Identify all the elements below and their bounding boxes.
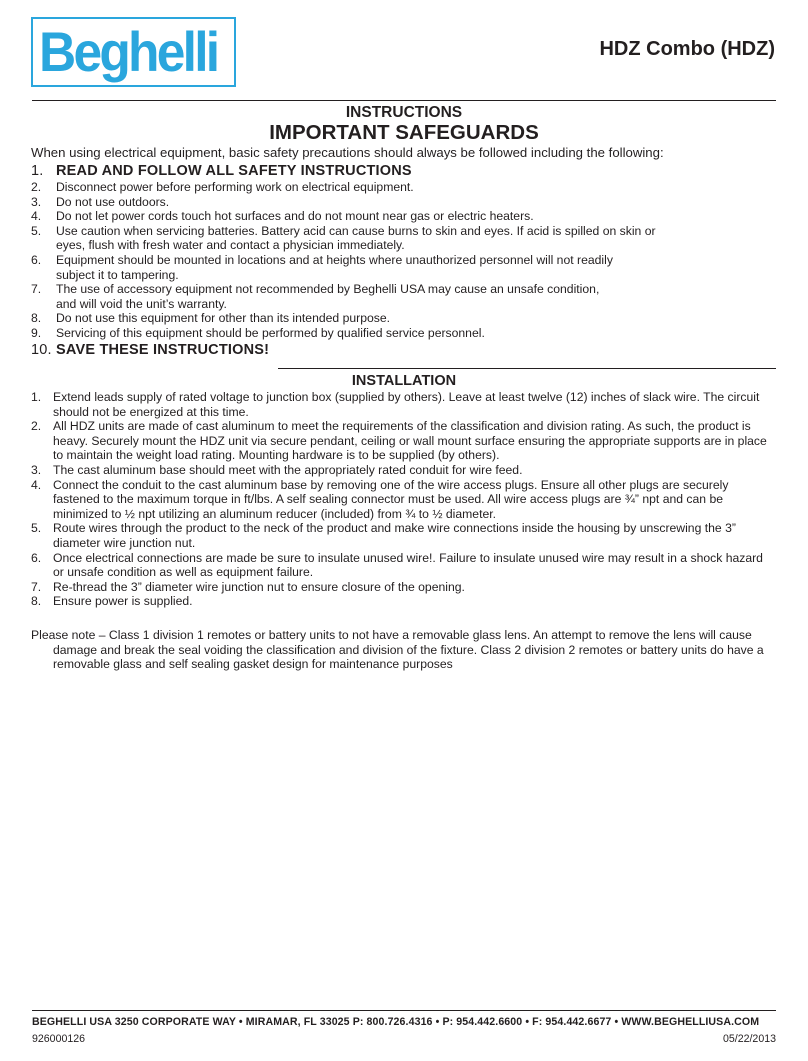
list-item — [31, 163, 776, 180]
list-item — [31, 342, 776, 359]
list-item — [31, 551, 776, 580]
brand-logo — [31, 17, 236, 87]
item-text: Ensure power is supplied. — [53, 594, 193, 609]
item-number: 9. — [31, 325, 42, 340]
item-number: 6. — [31, 550, 42, 565]
list-item — [31, 253, 776, 282]
installation-list — [31, 390, 776, 609]
footer-divider — [32, 1010, 776, 1011]
item-number: 3. — [31, 462, 42, 477]
item-text: Route wires through the product to the neck of the product and make wire connections inside the housing by unscrewing the 3” diameter wire junction nut. — [53, 521, 736, 550]
item-text: Do not use this equipment for other than its intended purpose. — [56, 311, 391, 326]
item-text: Use caution when servicing batteries. Battery acid can cause burns to skin and eyes. If acid is spilled on skin or eyes, flush with fresh water and contact a physician immediately. — [56, 223, 656, 253]
item-text: All HDZ units are made of cast aluminum to meet the requirements of the classification and division rating. As such, the product is heavy. Securely mount the HDZ unit via secure pendant, ceiling or wall mount surface ensuring the appropriate supports are in place to maintain the weight load rating. Mounting hardware is to be supplied (by others). — [53, 419, 767, 463]
document-date: 05/22/2013 — [722, 1033, 776, 1045]
safeguards-heading: IMPORTANT SAFEGUARDS — [269, 121, 539, 144]
item-number: 8. — [31, 311, 42, 326]
item-number: 4. — [31, 477, 42, 492]
list-item — [31, 478, 776, 522]
list-item — [31, 463, 776, 478]
item-text: Re-thread the 3” diameter wire junction nut to ensure closure of the opening. — [53, 579, 465, 594]
header-divider — [32, 100, 776, 101]
installation-heading: INSTALLATION — [351, 373, 457, 389]
brand-logo-text: Beghelli — [39, 20, 218, 83]
list-item — [31, 180, 776, 195]
item-number: 1. — [31, 163, 44, 179]
item-text: SAVE THESE INSTRUCTIONS! — [56, 341, 270, 358]
item-number: 7. — [31, 282, 42, 297]
item-text: Servicing of this equipment should be performed by qualified service personnel. — [56, 325, 485, 340]
product-title: HDZ Combo (HDZ) — [599, 38, 775, 60]
section-divider — [278, 368, 776, 369]
item-number: 1. — [31, 390, 42, 404]
list-item — [31, 224, 776, 253]
item-number: 2. — [31, 419, 42, 434]
list-item — [31, 594, 776, 609]
list-item — [31, 390, 776, 419]
list-item — [31, 195, 776, 210]
item-text: READ AND FOLLOW ALL SAFETY INSTRUCTIONS — [56, 163, 412, 179]
item-number: 3. — [31, 194, 42, 209]
list-item — [31, 209, 776, 224]
item-text: Connect the conduit to the cast aluminum base by removing one of the wire access plugs. Ensure all other plugs are securely fastened to the maximum torque in ft/lbs. A self sealing connector must be used. All wire access plugs are ¾” npt and can be minimized to ½ npt utilizing an aluminum reducer (included) from ¾ to ½ diameter. — [53, 477, 729, 521]
item-number: 8. — [31, 594, 42, 609]
instructions-heading: INSTRUCTIONS — [345, 104, 463, 121]
item-number: 4. — [31, 209, 42, 224]
footer-address: BEGHELLI USA 3250 CORPORATE WAY • MIRAMAR, FL 33025 P: 800.726.4316 • P: 954.442.6600 • F: 954.442.6677 • WWW.BEGHELLIUSA.COM — [32, 1016, 760, 1028]
document-number: 926000126 — [32, 1033, 86, 1045]
item-text: The cast aluminum base should meet with the appropriately rated conduit for wire feed. — [53, 462, 523, 477]
item-text: The use of accessory equipment not recommended by Beghelli USA may cause an unsafe condition, and will void the unit’s warranty. — [56, 282, 600, 311]
item-text: Once electrical connections are made be sure to insulate unused wire!. Failure to insulate unused wire may result in a shock hazard or unsafe condition as well as equipment failure. — [53, 550, 763, 580]
item-text: Extend leads supply of rated voltage to junction box (supplied by others). Leave at least twelve (12) inches of slack wire. The circuit should not be energized at this time. — [53, 390, 760, 419]
item-number: 7. — [31, 579, 42, 594]
list-item — [31, 282, 776, 311]
list-item — [31, 580, 776, 595]
safeguards-intro: When using electrical equipment, basic safety precautions should always be followed including the following: — [31, 145, 664, 160]
installation-note: Please note – Class 1 division 1 remotes or battery units to not have a removable glass lens. An attempt to remove the lens will cause damage and break the seal voiding the classification and division of the fixture. Class 2 division 2 remotes or battery units do have a removable glass and self sealing gasket design for maintenance purposes — [31, 628, 764, 672]
list-item — [31, 419, 776, 463]
item-text: Disconnect power before performing work on electrical equipment. — [56, 180, 414, 194]
list-item — [31, 311, 776, 326]
item-number: 5. — [31, 223, 42, 238]
item-number: 10. — [31, 341, 52, 358]
item-text: Do not let power cords touch hot surfaces and do not mount near gas or electric heaters. — [56, 209, 534, 224]
item-text: Do not use outdoors. — [56, 194, 170, 209]
item-number: 5. — [31, 521, 42, 536]
item-number: 6. — [31, 252, 42, 267]
list-item — [31, 521, 776, 550]
list-item — [31, 326, 776, 341]
safeguards-list — [31, 163, 776, 359]
item-text: Equipment should be mounted in locations and at heights where unauthorized personnel will not readily subject it to tampering. — [56, 252, 613, 282]
item-number: 2. — [31, 180, 42, 194]
